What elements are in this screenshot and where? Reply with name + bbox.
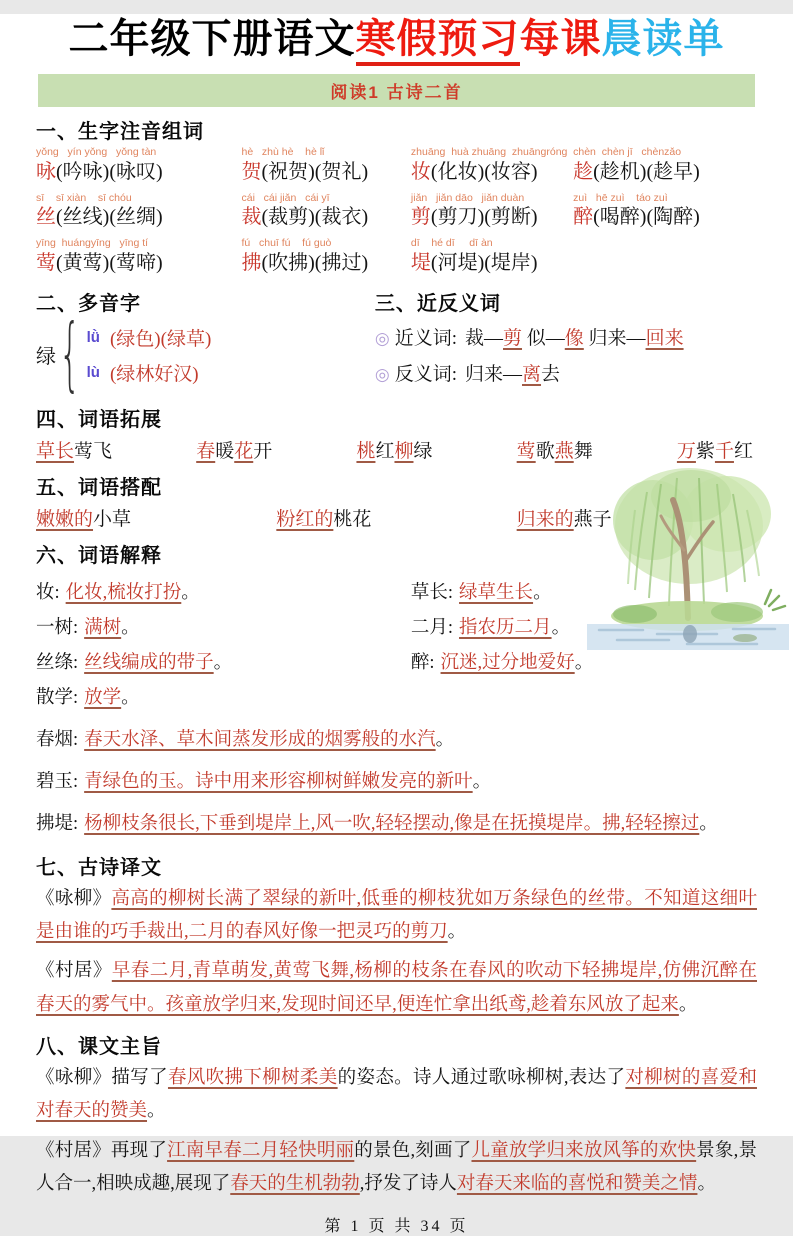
definition-term: 二月: [410, 617, 454, 638]
definitions-fullwidth [36, 724, 757, 841]
synonym-line [375, 323, 757, 350]
word-examples: (祝贺)(贺礼) [261, 160, 369, 183]
word-examples: (黄莺)(莺啼) [56, 251, 163, 274]
line-label: 反义词: [394, 363, 457, 385]
definition-term: 一树: [36, 617, 79, 638]
theme-text: 描写了春风吹拂下柳树柔美的姿态。诗人通过歌咏柳树,表达了对柳树的喜爱和对春天的赞美。 [36, 1067, 757, 1122]
definition-term: 碧玉: [36, 772, 79, 793]
reading-words: (绿林好汉) [109, 363, 199, 385]
head-character: 剪 [410, 206, 431, 229]
definition-text: 化妆,梳妆打扮。 [65, 582, 200, 603]
page-number: 第 1 页 共 34 页 [324, 1218, 469, 1236]
circle-bullet-icon: ◎ [374, 364, 390, 384]
definition-item [36, 648, 411, 674]
word-examples: (化妆)(妆容) [430, 160, 538, 183]
head-character: 堤 [410, 251, 431, 274]
theme-paragraph [36, 1062, 757, 1129]
head-character: 趁 [573, 160, 594, 183]
antonym-line [375, 359, 757, 386]
reading-pinyin: lǜ [86, 328, 100, 346]
pinyin-label: yīng huángyīng yīng tí [36, 237, 149, 250]
translation-text: 早春二月,青草萌发,黄莺飞舞,杨柳的枝条在春风的吹动下轻拂堤岸,仿佛沉醉在春天的雾气中。孩童放学归来,发现时间还早,便连忙拿出纸鸢,趁着东风放了起来。 [36, 961, 757, 1015]
translation-paragraph [36, 955, 757, 1022]
word-examples: (喝醉)(陶醉) [593, 206, 700, 229]
word-examples: (剪刀)(剪断) [430, 206, 538, 229]
word-examples: (吟咏)(咏叹) [56, 160, 163, 183]
idiom: 草长莺飞 [36, 440, 113, 462]
char-entry [573, 193, 757, 232]
head-character: 咏 [36, 160, 56, 183]
title-part-red: 每课 [519, 17, 602, 61]
definition-item [36, 578, 411, 604]
brace-glyph: { [59, 307, 81, 402]
character-grid [36, 147, 757, 277]
poem-title: 《村居》 [36, 1140, 111, 1161]
poem-title: 《咏柳》 [36, 1067, 112, 1088]
line-label: 近义词: [394, 327, 457, 349]
word-examples: (丝线)(丝绸) [56, 206, 163, 229]
definition-text: 春天水泽、草木间蒸发形成的烟雾般的水汽。 [84, 729, 455, 750]
definition-item [411, 578, 757, 604]
char-entry [36, 193, 241, 232]
definition-item [36, 724, 757, 756]
section-heading-7: 七、古诗译文 [36, 856, 162, 879]
pinyin-label: chèn chèn jī chènzǎo [573, 146, 682, 158]
polyphone-character: 绿 [36, 346, 56, 369]
worksheet-page [0, 14, 793, 1236]
definition-text: 绿草生长。 [459, 582, 552, 603]
polyphone-section [36, 279, 375, 402]
pinyin-label: sī sī xiàn sī chóu [36, 191, 132, 204]
char-entry [411, 147, 573, 186]
char-entry [241, 147, 410, 186]
definition-term: 妆: [36, 582, 60, 603]
idiom: 莺歌燕舞 [516, 440, 593, 462]
head-character: 丝 [36, 206, 56, 229]
idiom: 桃红柳绿 [356, 440, 433, 462]
definition-text: 沉迷,过分地爱好。 [440, 652, 594, 673]
pinyin-label: cái cái jiǎn cái yī [241, 191, 330, 204]
definition-text: 杨柳枝条很长,下垂到堤岸上,风一吹,轻轻摆动,像是在抚摸堤岸。拂,轻轻擦过。 [84, 814, 718, 835]
poem-title: 《咏柳》 [36, 888, 112, 909]
head-character: 醉 [573, 206, 594, 229]
definition-item [36, 683, 411, 709]
pinyin-label: hè zhù hè hè lǐ [241, 146, 325, 158]
head-character: 妆 [410, 160, 431, 183]
head-character: 裁 [241, 206, 262, 229]
definition-term: 拂堤: [36, 814, 79, 835]
word-examples: (吹拂)(拂过) [261, 251, 369, 274]
title-part-red-underlined: 寒假预习 [356, 17, 520, 66]
phrase: 粉红的桃花 [276, 508, 372, 530]
idiom: 万紫千红 [676, 440, 753, 462]
definition-item [36, 766, 757, 798]
definition-text: 青绿色的玉。诗中用来形容柳树鲜嫩发亮的新叶。 [84, 772, 492, 793]
section-heading-4: 四、词语拓展 [36, 408, 162, 431]
definition-term: 丝绦: [36, 652, 79, 673]
word-examples: (趁机)(趁早) [593, 160, 700, 183]
definition-term: 醉: [410, 652, 435, 673]
char-entry [36, 238, 241, 277]
definition-term: 草长: [410, 582, 454, 603]
lesson-banner: 阅读1 古诗二首 [38, 74, 755, 107]
idiom: 春暖花开 [196, 440, 273, 462]
line-content: 归来—离去 [464, 363, 561, 385]
definition-text: 丝线编成的带子。 [84, 652, 233, 673]
section-heading-2: 二、多音字 [36, 292, 141, 315]
section-heading-5: 五、词语搭配 [36, 476, 162, 499]
word-expansion-row [36, 436, 753, 463]
translation-paragraph [36, 883, 757, 950]
head-character: 拂 [241, 251, 262, 274]
char-entry [241, 193, 410, 232]
pinyin-label: zhuāng huà zhuāng zhuāngróng [410, 146, 568, 158]
definition-item [411, 648, 757, 674]
definition-item [36, 613, 411, 639]
theme-paragraph [36, 1135, 757, 1202]
translation-text: 高高的柳树长满了翠绿的新叶,低垂的柳枝犹如万条绿色的丝带。不知道这细叶是由谁的巧手裁出,二月的春风好像一把灵巧的剪刀。 [36, 888, 757, 943]
word-pairing-row [36, 504, 757, 531]
char-entry [573, 147, 757, 186]
char-entry [411, 238, 573, 277]
head-character: 贺 [241, 160, 262, 183]
definition-term: 散学: [36, 687, 79, 708]
definition-term: 春烟: [36, 729, 79, 750]
section-heading-1: 一、生字注音组词 [36, 121, 204, 143]
page-title [36, 14, 757, 64]
pinyin-label: jiǎn jiǎn dāo jiǎn duàn [410, 191, 525, 204]
title-part-cyan: 晨读单 [601, 17, 725, 61]
char-entry [411, 193, 573, 232]
theme-text: 再现了江南早春二月轻快明丽的景色,刻画了儿童放学归来放风筝的欢快景象,景人合一,相映成趣,展现了春天的生机勃勃,抒发了诗人对春天来临的喜悦和赞美之情。 [36, 1140, 757, 1194]
definition-text: 放学。 [84, 687, 140, 708]
line-content: 裁—剪 似—像 归来—回来 [464, 327, 684, 349]
phrase: 归来的燕子 [516, 508, 612, 530]
reading-words: (绿色)(绿草) [109, 328, 212, 350]
section-heading-3: 三、近反义词 [374, 292, 501, 315]
reading-pinyin: lù [86, 363, 100, 381]
word-examples: (河堤)(堤岸) [430, 251, 538, 274]
definition-text: 指农历二月。 [459, 617, 571, 638]
reading-row [87, 355, 212, 390]
definition-item [36, 808, 757, 840]
definition-text: 满树。 [84, 617, 140, 638]
section-heading-6: 六、词语解释 [36, 544, 162, 567]
head-character: 莺 [36, 251, 56, 274]
poem-title: 《村居》 [36, 961, 112, 982]
pinyin-label: fú chuī fú fú guò [241, 237, 332, 250]
pinyin-label: zuì hē zuì táo zuì [573, 191, 668, 204]
circle-bullet-icon: ◎ [374, 328, 390, 348]
char-entry [241, 238, 410, 277]
word-examples: (裁剪)(裁衣) [261, 206, 369, 229]
title-part-black: 二年级下册语文 [68, 17, 356, 61]
char-entry [36, 147, 241, 186]
pinyin-label: yǒng yín yǒng yǒng tàn [36, 146, 157, 158]
synonym-antonym-section [375, 279, 757, 395]
reading-row [87, 320, 212, 355]
phrase: 嫩嫩的小草 [36, 508, 132, 530]
definition-item [411, 613, 757, 639]
section-heading-8: 八、课文主旨 [36, 1035, 162, 1058]
pinyin-label: dī hé dī dī àn [410, 237, 493, 250]
definitions-columns [36, 571, 757, 718]
